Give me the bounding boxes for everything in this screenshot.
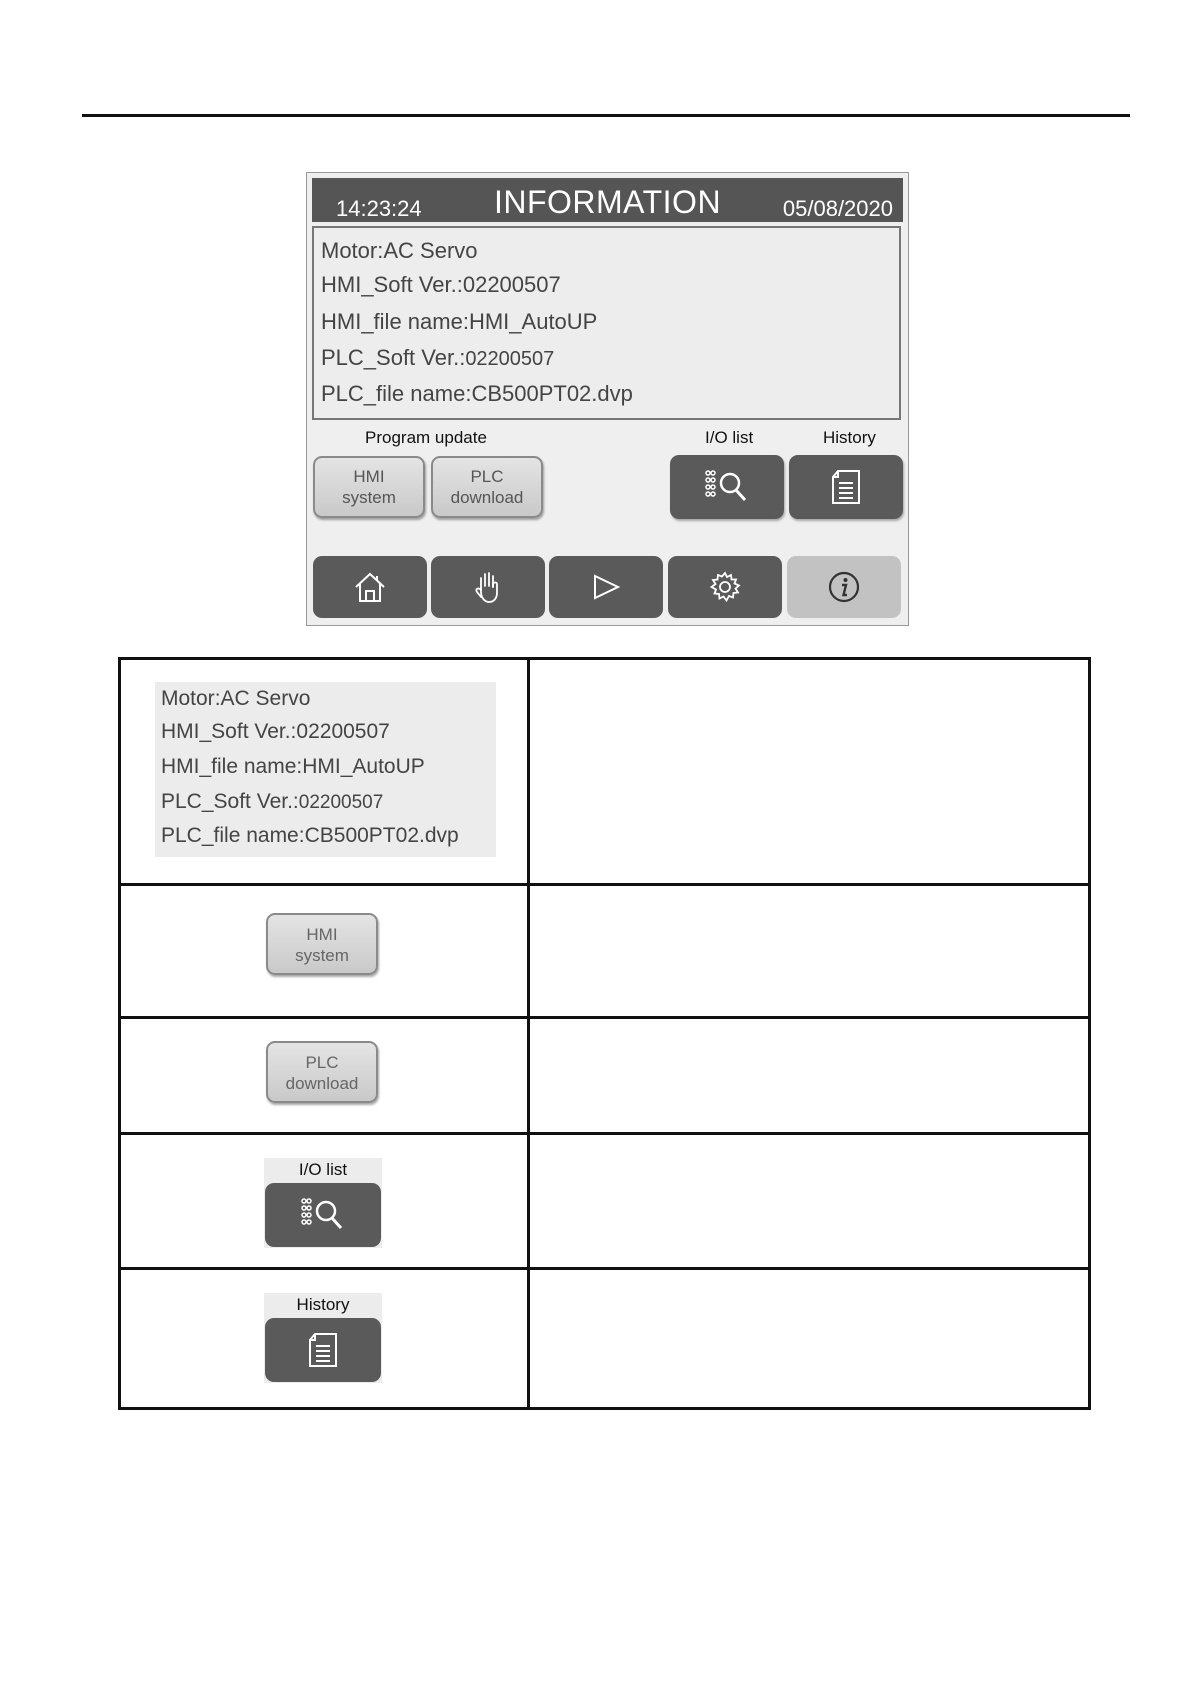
table-cell-description xyxy=(530,886,1088,1016)
history-button[interactable] xyxy=(789,455,903,519)
table-cell-description xyxy=(530,660,1088,883)
nav-home-button[interactable] xyxy=(313,556,427,618)
table-cell-image xyxy=(121,660,527,883)
hmi-system-button-crop: HMI system xyxy=(266,913,378,975)
table-row-plc-download xyxy=(121,1019,1088,1135)
table-cell-description xyxy=(530,1135,1088,1267)
history-label: History xyxy=(823,428,876,447)
hmi-soft-version-line: HMI_Soft Ver.:02200507 xyxy=(321,272,561,297)
table-cell-image xyxy=(121,1270,527,1410)
info-panel-crop: Motor:AC Servo HMI_Soft Ver.:02200507 HMI_file name:HMI_AutoUP PLC_Soft Ver.:02200507 PLC_file name:CB500PT02.dvp xyxy=(155,682,496,857)
history-button-crop: History xyxy=(264,1293,382,1383)
io-search-icon xyxy=(702,469,752,505)
table-cell-description xyxy=(530,1270,1088,1410)
screen-header xyxy=(312,178,903,222)
io-search-icon xyxy=(298,1197,348,1233)
nav-run-button[interactable] xyxy=(549,556,663,618)
plc-download-button-crop: PLC download xyxy=(266,1041,378,1103)
io-list-button-crop: I/O list xyxy=(264,1158,382,1248)
table-cell-image xyxy=(121,886,527,1016)
plc-download-button[interactable]: PLC download xyxy=(431,456,543,518)
hmi-system-button[interactable]: HMI system xyxy=(313,456,425,518)
plc-soft-version-line: PLC_Soft Ver.:02200507 xyxy=(321,345,555,370)
header-date: 05/08/2020 xyxy=(782,196,893,221)
io-list-button[interactable] xyxy=(670,455,784,519)
table-row-hmi-system xyxy=(121,886,1088,1019)
home-icon xyxy=(353,571,387,603)
nav-manual-button[interactable] xyxy=(431,556,545,618)
gear-icon xyxy=(709,571,741,603)
header-time: 14:23:24 xyxy=(336,196,422,221)
table-cell-description xyxy=(530,1019,1088,1132)
table-row-info xyxy=(121,660,1088,886)
header-rule xyxy=(82,114,1130,117)
nav-information-button[interactable] xyxy=(787,556,901,618)
table-row-io-list xyxy=(121,1135,1088,1270)
plc-file-name-line: PLC_file name:CB500PT02.dvp xyxy=(321,381,633,406)
hand-icon xyxy=(473,570,503,604)
info-panel xyxy=(312,226,901,420)
play-icon xyxy=(591,572,621,602)
table-row-history xyxy=(121,1270,1088,1410)
motor-line: Motor:AC Servo xyxy=(321,238,478,263)
table-cell-image xyxy=(121,1135,527,1267)
hmi-information-screen xyxy=(306,172,909,626)
hmi-file-name-line: HMI_file name:HMI_AutoUP xyxy=(321,309,598,334)
info-icon xyxy=(827,570,861,604)
nav-settings-button[interactable] xyxy=(668,556,782,618)
io-list-label: I/O list xyxy=(705,428,754,447)
document-icon xyxy=(829,468,863,506)
document-icon xyxy=(306,1331,340,1369)
table-cell-image xyxy=(121,1019,527,1132)
program-update-label: Program update xyxy=(365,428,487,447)
description-table xyxy=(118,657,1091,1410)
header-title: INFORMATION xyxy=(493,184,722,220)
